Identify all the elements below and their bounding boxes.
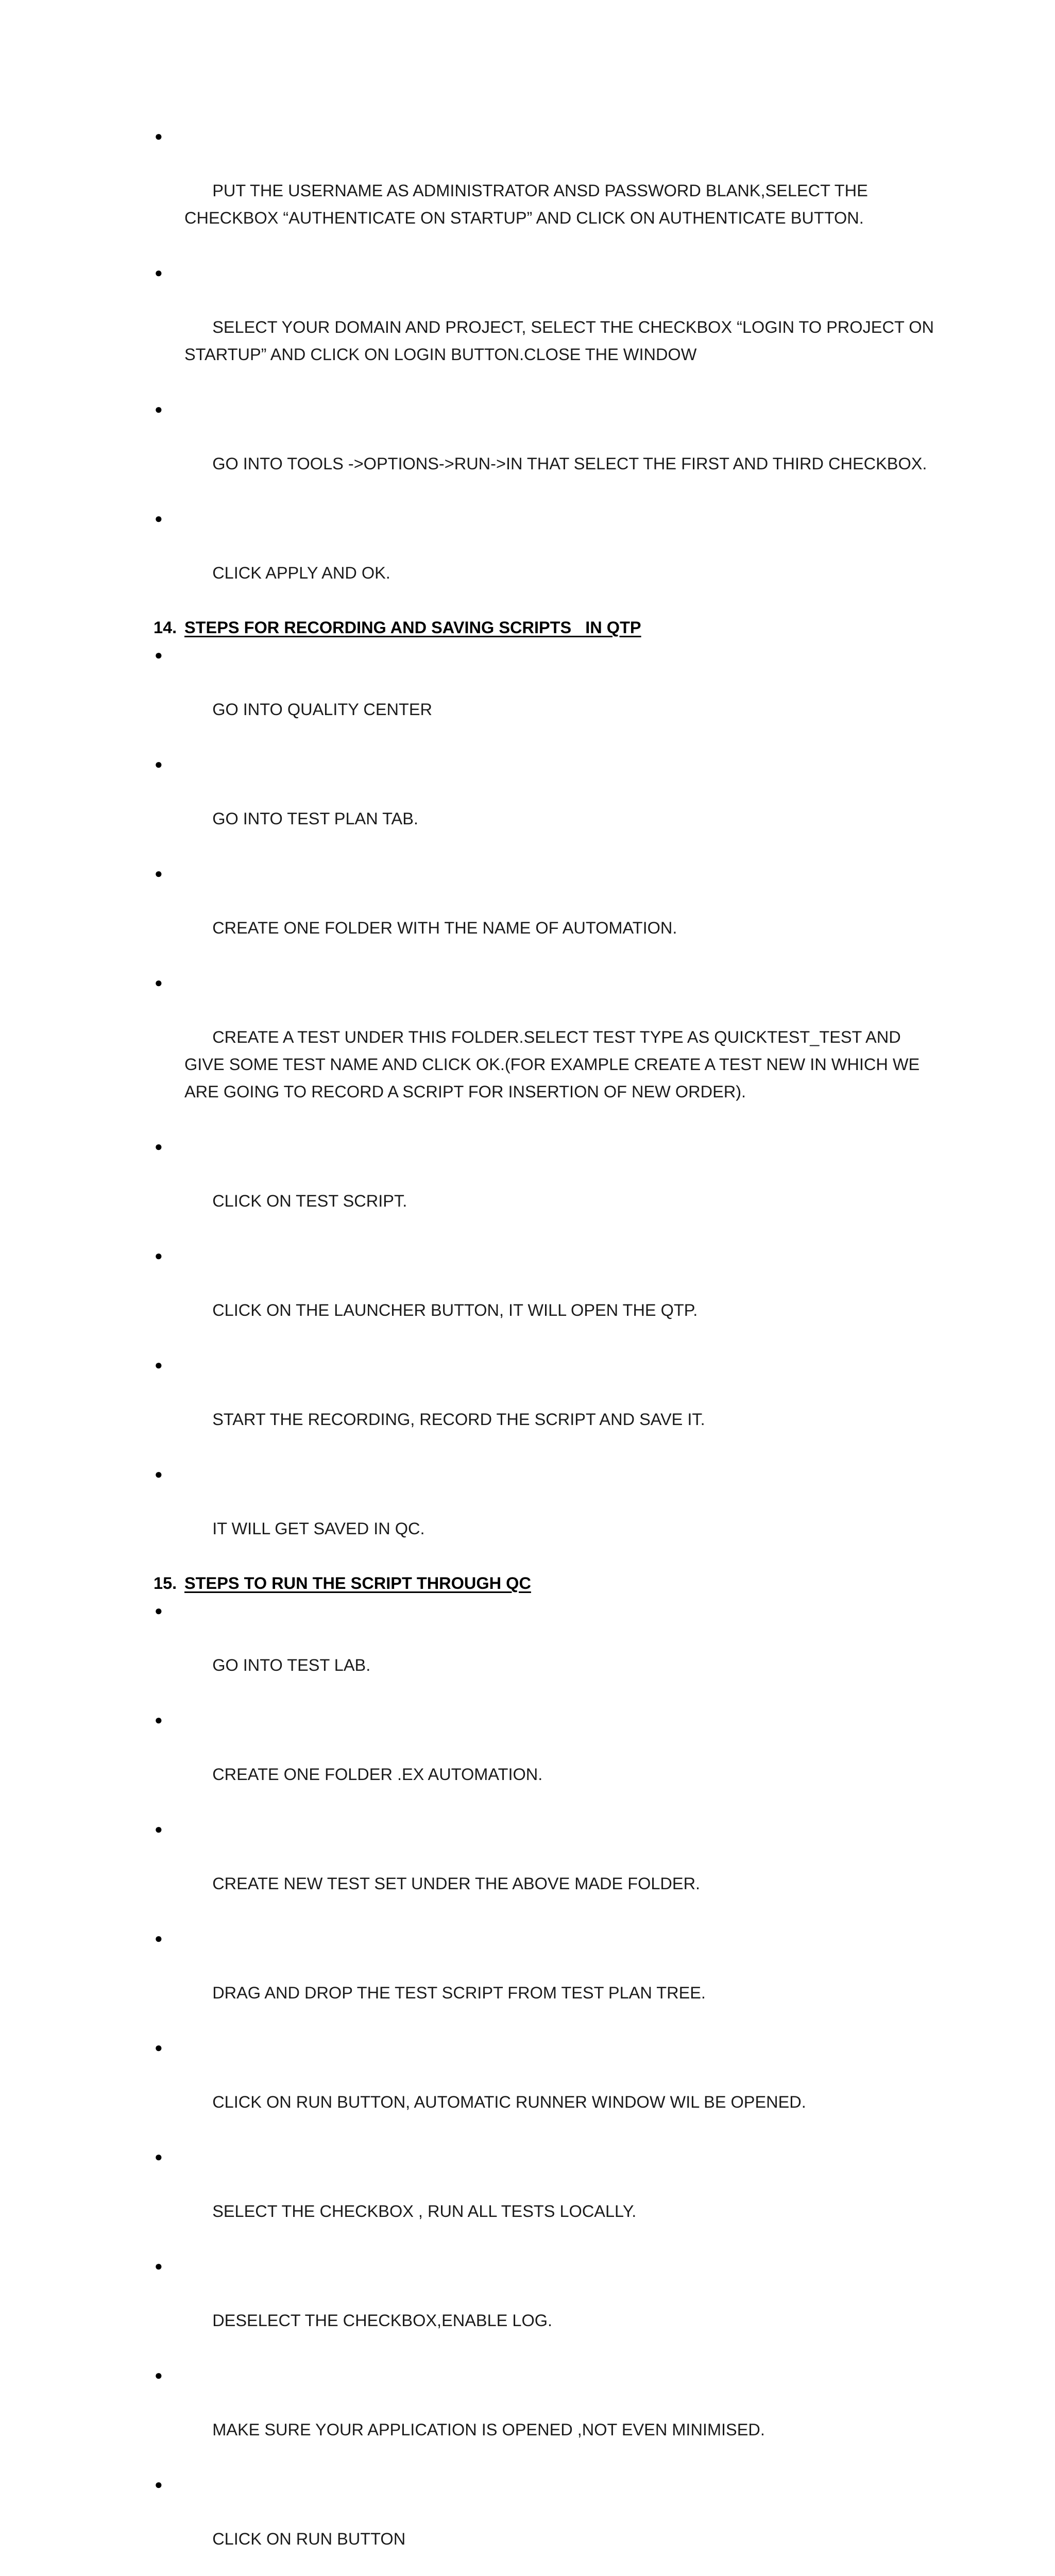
bullet-icon: ● [155, 2477, 163, 2492]
bullet-icon: ● [155, 1139, 163, 1154]
list-item [149, 1461, 938, 1570]
list-item-text: DESELECT THE CHECKBOX,ENABLE LOG. [212, 2311, 553, 2330]
list-item-text: CLICK APPLY AND OK. [212, 564, 390, 582]
list-item-text: CREATE NEW TEST SET UNDER THE ABOVE MADE FOLDER. [212, 1874, 701, 1893]
list-item [149, 1242, 938, 1351]
list-item-text: DRAG AND DROP THE TEST SCRIPT FROM TEST PLAN TREE. [212, 1984, 706, 2002]
list-item [149, 2143, 938, 2252]
bullet-icon: ● [155, 1712, 163, 1727]
bullet-icon: ● [155, 2258, 163, 2274]
list-item-text: CLICK ON RUN BUTTON [212, 2530, 406, 2548]
section-heading-15 [149, 1570, 938, 1597]
bullet-icon: ● [155, 2040, 163, 2055]
list-item-text: CLICK ON THE LAUNCHER BUTTON, IT WILL OPEN THE QTP. [212, 1301, 698, 1319]
bullet-icon: ● [155, 1603, 163, 1618]
list-item [149, 396, 938, 505]
list-item [149, 1925, 938, 2034]
list-item [149, 505, 938, 614]
bullet-icon: ● [155, 975, 163, 990]
list-item-text: CLICK ON RUN BUTTON, AUTOMATIC RUNNER WINDOW WIL BE OPENED. [212, 2093, 806, 2111]
section-title: STEPS TO RUN THE SCRIPT THROUGH QC [184, 1574, 531, 1592]
list-item [149, 2362, 938, 2471]
list-item-text: CREATE ONE FOLDER WITH THE NAME OF AUTOMATION. [212, 919, 677, 937]
list-item-text: GO INTO QUALITY CENTER [212, 700, 432, 719]
list-item [149, 2034, 938, 2143]
bullet-icon: ● [155, 1357, 163, 1372]
list-item [149, 2252, 938, 2362]
list-item-text: CLICK ON TEST SCRIPT. [212, 1192, 407, 1210]
bullet-icon: ● [155, 1930, 163, 1946]
list-item-text: MAKE SURE YOUR APPLICATION IS OPENED ,NOT EVEN MINIMISED. [212, 2420, 765, 2439]
bullet-icon: ● [155, 647, 163, 663]
list-item [149, 259, 938, 396]
document-body [149, 123, 938, 2576]
bullet-icon: ● [155, 401, 163, 417]
bullet-icon: ● [155, 2367, 163, 2383]
list-item [149, 1133, 938, 1242]
list-item [149, 1597, 938, 1706]
list-item-text: GO INTO TOOLS ->OPTIONS->RUN->IN THAT SELECT THE FIRST AND THIRD CHECKBOX. [212, 454, 927, 473]
list-item-text: PUT THE USERNAME AS ADMINISTRATOR ANSD PASSWORD BLANK,SELECT THE CHECKBOX “AUTHENTICATE ON STARTUP” AND CLICK ON AUTHENTICATE BUTTON. [184, 181, 873, 227]
list-item [149, 1816, 938, 1925]
list-item-text: GO INTO TEST PLAN TAB. [212, 809, 418, 828]
list-item [149, 969, 938, 1133]
bullet-icon: ● [155, 128, 163, 144]
section-number: 15. [154, 1574, 177, 1592]
list-item-text: START THE RECORDING, RECORD THE SCRIPT AND SAVE IT. [212, 1410, 705, 1429]
list-item [149, 1351, 938, 1461]
bullet-icon: ● [155, 756, 163, 772]
list-item-text: SELECT THE CHECKBOX , RUN ALL TESTS LOCALLY. [212, 2202, 637, 2221]
list-item-text: IT WILL GET SAVED IN QC. [212, 1519, 425, 1538]
list-item [149, 2471, 938, 2576]
list-item [149, 1706, 938, 1816]
bullet-icon: ● [155, 1248, 163, 1263]
list-item-text: SELECT YOUR DOMAIN AND PROJECT, SELECT THE CHECKBOX “LOGIN TO PROJECT ON STARTUP” AND CLICK ON LOGIN BUTTON.CLOSE THE WINDOW [184, 318, 939, 364]
list-item [149, 860, 938, 969]
section-heading-14 [149, 614, 938, 641]
bullet-icon: ● [155, 866, 163, 881]
bullet-icon: ● [155, 1466, 163, 1482]
list-item [149, 123, 938, 259]
list-item-text: CREATE A TEST UNDER THIS FOLDER.SELECT TEST TYPE AS QUICKTEST_TEST AND GIVE SOME TEST NAME AND CLICK OK.(FOR EXAMPLE CREATE A TEST NEW IN WHICH WE ARE GOING TO RECORD A SCRIPT FOR INSERTION OF NEW ORDER). [184, 1028, 924, 1101]
bullet-icon: ● [155, 265, 163, 280]
list-item [149, 641, 938, 751]
list-item [149, 751, 938, 860]
section-number: 14. [154, 618, 177, 637]
section-title: STEPS FOR RECORDING AND SAVING SCRIPTS IN QTP [184, 618, 641, 637]
list-item-text: CREATE ONE FOLDER .EX AUTOMATION. [212, 1765, 543, 1784]
bullet-icon: ● [155, 1821, 163, 1837]
bullet-icon: ● [155, 511, 163, 526]
list-item-text: GO INTO TEST LAB. [212, 1656, 371, 1674]
bullet-icon: ● [155, 2149, 163, 2164]
